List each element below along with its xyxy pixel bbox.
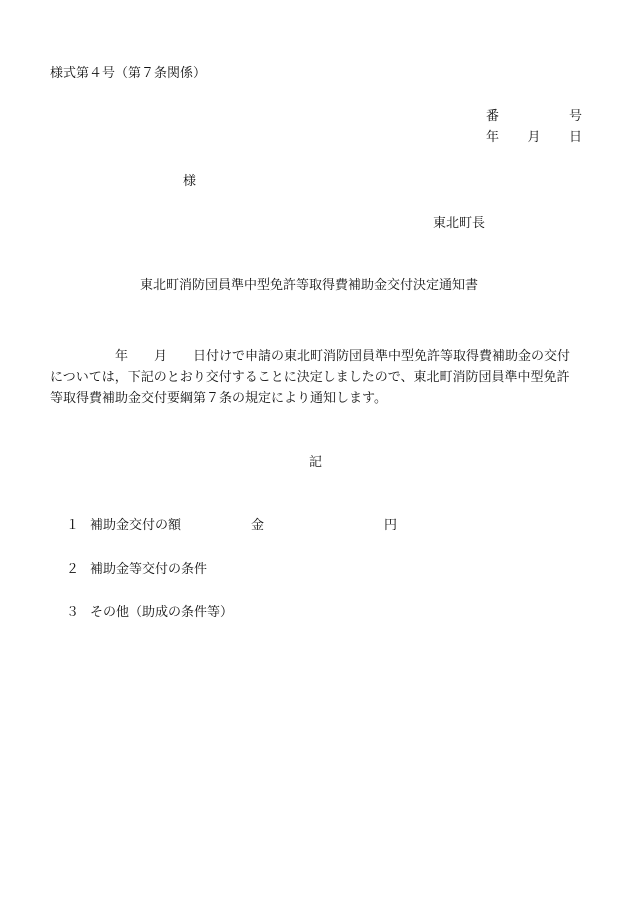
date-year: 年: [486, 130, 500, 145]
date-month: 月: [527, 130, 541, 145]
number-suffix: 号: [568, 109, 582, 124]
item-number: ３: [66, 605, 80, 620]
body-line-2: については，下記のとおり交付することに決定しましたので、東北町消防団員準中型免許: [50, 370, 570, 385]
form-number: 様式第４号（第７条関係）: [50, 66, 207, 81]
list-item-conditions: [66, 562, 207, 578]
document-number-line: [486, 109, 582, 125]
recipient-honorific: 様: [183, 174, 197, 189]
number-label: 番: [486, 109, 500, 124]
list-item-other: [66, 605, 233, 621]
item-label: 補助金等交付の条件: [90, 562, 208, 577]
ki-heading: 記: [309, 455, 323, 470]
list-item-subsidy-amount: [66, 518, 181, 534]
item-number: １: [66, 518, 80, 533]
item-number: ２: [66, 562, 80, 577]
number-date-block: [486, 109, 582, 151]
item-label: 補助金交付の額: [90, 518, 182, 533]
date-day: 日: [568, 130, 582, 145]
amount-prefix: 金: [251, 518, 265, 533]
issuer-name: 東北町長: [433, 216, 486, 231]
date-line: [486, 130, 582, 146]
body-line-3: 等取得費補助金交付要綱第７条の規定により通知します。: [50, 391, 387, 406]
document-title: 東北町消防団員準中型免許等取得費補助金交付決定通知書: [140, 278, 479, 293]
item-label: その他（助成の条件等）: [90, 605, 234, 620]
amount-suffix: 円: [384, 518, 398, 533]
notice-body: [50, 346, 585, 409]
body-line-1: 年 月 日付けで申請の東北町消防団員準中型免許等取得費補助金の交付: [50, 349, 571, 364]
